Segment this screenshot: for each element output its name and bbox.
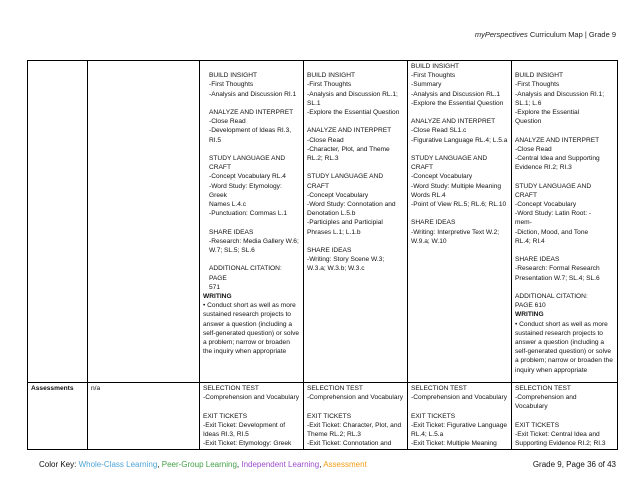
text-line: -Comprehension and Vocabulary	[203, 394, 300, 402]
key-separator: ,	[157, 460, 162, 469]
text-line	[209, 255, 300, 264]
text-line: -Word Study: Multiple Meaning	[411, 182, 502, 190]
text-line: -First Thoughts	[307, 81, 352, 89]
selection-cell-3	[408, 61, 512, 383]
text-line: -Word Study: Latin Root: -	[515, 210, 592, 218]
text-line: Presentation W.7; SL.4; SL.6	[515, 274, 600, 282]
text-line: SELECTION TEST	[203, 385, 259, 392]
text-line: -Concept Vocabulary	[411, 173, 473, 181]
text-line	[209, 218, 300, 227]
selection-cell-2	[304, 61, 408, 383]
page-header	[475, 30, 616, 39]
text-line: RL.2; RL.3	[307, 155, 339, 162]
text-line	[515, 246, 614, 255]
writing-standard: • Conduct short as well as more sustained research projects to answer a question (including a self-generated question) or solve a problem; narrow or broaden the inquiry when appropriate	[515, 320, 613, 374]
text-line: -Close Read	[307, 136, 344, 144]
text-line: -Close Read SL1.c	[411, 127, 467, 135]
text-line	[411, 108, 508, 117]
text-line: -Punctuation: Commas L.1	[209, 210, 288, 218]
selection-4-lines	[515, 62, 614, 310]
text-line: EXIT TICKETS	[203, 412, 248, 420]
text-line: STUDY LANGUAGE AND	[515, 182, 592, 190]
text-line: -Close Read	[515, 145, 552, 153]
text-line: -Exit Ticket: Character, Plot, and	[307, 421, 402, 429]
text-line: -Explore the Essential Question	[307, 109, 400, 116]
text-line	[203, 402, 300, 411]
text-line	[307, 237, 404, 246]
assessments-label: Assessments	[28, 383, 88, 450]
assessments-na: n/a	[88, 383, 200, 450]
text-line: ANALYZE AND INTERPRET	[307, 127, 392, 135]
text-line: -Concept Vocabulary RL.4	[209, 173, 286, 181]
text-line	[307, 62, 404, 71]
text-line: -Point of View RL.5; RL.6; RL.10	[411, 201, 507, 209]
text-line	[515, 283, 614, 292]
text-line: -Exit Ticket: Development of	[203, 421, 286, 429]
text-line: BUILD INSIGHT	[307, 72, 355, 80]
text-line: -Analysis and Discussion RL.1	[411, 90, 501, 98]
text-line: -Participles and Participial	[307, 219, 383, 227]
text-line: -Comprehension and	[515, 394, 577, 402]
text-line: -First Thoughts	[411, 72, 456, 80]
selection-3-lines	[411, 62, 508, 246]
text-line: -Word Study: Connotation and	[307, 201, 396, 208]
text-line: -Exit Ticket: Multiple Meaning	[411, 440, 497, 448]
text-line	[209, 145, 300, 154]
key-independent: Independent Learning	[241, 460, 320, 469]
text-line	[209, 62, 300, 71]
selection-2-lines	[307, 62, 404, 274]
text-line: -Summary	[411, 81, 442, 89]
text-line: -Exit Ticket: Figurative Language	[411, 421, 508, 429]
selection-1-lines	[203, 62, 300, 292]
text-line: Names L.4.c	[209, 201, 247, 208]
assessment-1-lines	[203, 384, 300, 448]
text-line: -Character, Plot, and Theme	[307, 145, 390, 153]
text-line: 571	[209, 283, 221, 291]
assessment-cell-2	[304, 383, 408, 450]
text-line	[515, 172, 614, 181]
lesson-row	[28, 61, 618, 383]
text-line: -Development of Ideas RI.3, RI.5	[209, 127, 292, 144]
assessment-4-lines	[515, 384, 614, 448]
text-line: -Exit Ticket: Central Idea and	[515, 431, 600, 438]
text-line: -Close Read	[209, 118, 246, 126]
text-line: BUILD INSIGHT	[411, 63, 459, 70]
page-number: Grade 9, Page 36 of 43	[532, 460, 616, 469]
text-line	[411, 209, 508, 218]
text-line	[411, 145, 508, 154]
text-line: -First Thoughts	[209, 81, 254, 89]
text-line: SL.1	[307, 99, 321, 107]
text-line: -Word Study: Etymology: Greek	[209, 182, 282, 199]
text-line: SELECTION TEST	[515, 385, 571, 392]
text-line: SHARE IDEAS	[515, 256, 560, 264]
text-line: SELECTION TEST	[307, 385, 363, 392]
text-line: CRAFT	[515, 191, 537, 199]
text-line: SHARE IDEAS	[411, 219, 456, 227]
text-line	[515, 412, 614, 421]
assessment-cell-4	[512, 383, 618, 450]
writing-heading: WRITING	[203, 293, 232, 300]
text-line: BUILD INSIGHT	[209, 72, 257, 80]
assessment-cell-1	[200, 383, 304, 450]
text-line: -Writing: Interpretive Text W.2;	[411, 228, 500, 236]
text-line: Ideas RI.3, RI.5	[203, 431, 249, 438]
text-line: STUDY LANGUAGE AND CRAFT	[411, 155, 488, 172]
selection-cell-1	[200, 61, 304, 383]
key-assessment: Assessment	[323, 460, 367, 469]
text-line: -Figurative Language RL.4; L.5.a	[411, 136, 508, 144]
writing-heading: WRITING	[515, 311, 544, 319]
text-line: -Diction, Mood, and Tone	[515, 228, 589, 236]
text-line: -Writing: Story Scene W.3;	[307, 256, 385, 264]
text-line: ANALYZE AND INTERPRET	[209, 108, 294, 116]
text-line: SL.1; L.6	[515, 99, 542, 107]
text-line	[307, 402, 404, 411]
key-separator: ,	[236, 460, 242, 469]
text-line	[307, 117, 404, 126]
header-title: Curriculum Map | Grade 9	[527, 30, 616, 39]
curriculum-table	[27, 60, 618, 450]
text-line: EXIT TICKETS	[411, 412, 456, 420]
text-line	[515, 126, 614, 135]
text-line: -Explore the Essential Question	[411, 99, 504, 107]
text-line: ADDITIONAL CITATION:	[515, 293, 588, 300]
text-line: Denotation L.5.b	[307, 210, 356, 218]
text-line: EXIT TICKETS	[515, 421, 560, 429]
page-footer	[39, 460, 616, 469]
text-line: -Comprehension and Vocabulary	[307, 394, 404, 402]
text-line: -Analysis and Discussion RI.1;	[515, 90, 605, 98]
brand-name: myPerspectives	[474, 30, 528, 39]
text-line: -Central Idea and Supporting	[515, 155, 600, 162]
text-line	[307, 163, 404, 172]
text-line: -Research: Formal Research	[515, 265, 600, 273]
text-line: Phrases L.1; L.1.b	[307, 228, 361, 236]
text-line: Evidence RI.2; RI.3	[515, 164, 572, 172]
key-whole-class: Whole-Class Learning	[78, 460, 158, 469]
key-peer-group: Peer-Group Learning	[161, 460, 237, 469]
text-line	[411, 402, 508, 411]
text-line: SELECTION TEST	[411, 385, 467, 392]
text-line: -Research: Media Gallery W.6;	[209, 237, 299, 245]
text-line: EXIT TICKETS	[307, 412, 352, 420]
text-line: -Analysis and Discussion RL.1;	[307, 90, 398, 98]
text-line	[515, 62, 614, 71]
text-line: Theme RL.2; RL.3	[307, 431, 361, 438]
text-line: mem-	[515, 219, 532, 227]
text-line: W.7; SL.5; SL.6	[209, 247, 255, 254]
key-separator: ,	[319, 460, 324, 469]
text-line: Question	[515, 118, 542, 126]
color-key	[39, 460, 367, 469]
text-line: STUDY LANGUAGE AND CRAFT	[209, 154, 286, 172]
text-line: -Concept Vocabulary	[515, 201, 577, 208]
row-label-cell	[28, 61, 88, 383]
text-line: Supporting Evidence RI.2; RI.3	[515, 440, 606, 448]
text-line: SHARE IDEAS	[307, 247, 352, 254]
text-line: ANALYZE AND INTERPRET	[411, 118, 496, 126]
color-key-prefix: Color Key:	[39, 460, 79, 469]
text-line: -Explore the Essential	[515, 109, 580, 116]
text-line: Words RL.4	[411, 191, 446, 199]
text-line: W.3.a; W.3.b; W.3.c	[307, 265, 365, 273]
text-line: STUDY LANGUAGE AND CRAFT	[307, 173, 384, 190]
text-line: Vocabulary	[515, 403, 548, 411]
text-line: SHARE IDEAS	[209, 228, 254, 236]
text-line: -Analysis and Discussion RI.1	[209, 90, 297, 98]
writing-standard: • Conduct short as well as more sustained research projects to answer a question (including a self-generated question) or solve a problem; narrow or broaden the inquiry when appropriate	[203, 302, 300, 356]
selection-cell-4	[512, 61, 618, 383]
text-line: ADDITIONAL CITATION: PAGE	[209, 265, 282, 282]
row-empty-cell	[88, 61, 200, 383]
text-line: -Comprehension and Vocabulary	[411, 394, 508, 402]
text-line: -Exit Ticket: Connotation and	[307, 440, 392, 448]
text-line: PAGE 610	[515, 302, 546, 310]
assessments-row	[28, 383, 618, 450]
text-line: -Concept Vocabulary	[307, 191, 369, 199]
assessment-2-lines	[307, 384, 404, 448]
text-line: -Exit Ticket: Etymology: Greek	[203, 440, 292, 448]
text-line: BUILD INSIGHT	[515, 72, 563, 80]
text-line	[209, 99, 300, 108]
text-line: RL.4; L.5.a	[411, 431, 444, 438]
text-line: W.9.a; W.10	[411, 237, 447, 245]
text-line: -First Thoughts	[515, 81, 560, 89]
assessment-cell-3	[408, 383, 512, 450]
assessment-3-lines	[411, 384, 508, 448]
text-line: ANALYZE AND INTERPRET	[515, 136, 600, 144]
text-line: RL.4; RI.4	[515, 237, 545, 245]
